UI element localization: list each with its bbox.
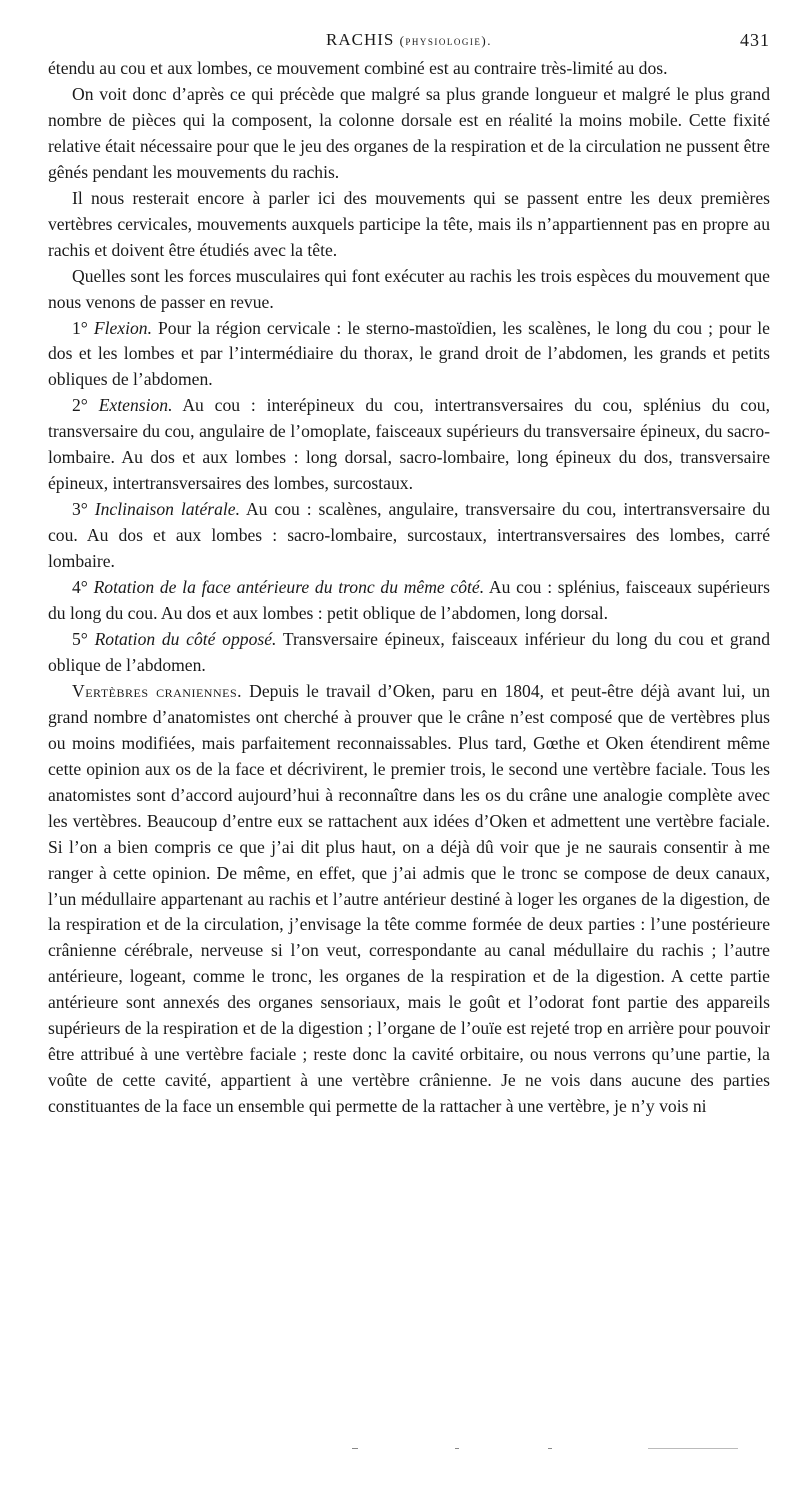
list-item [48,575,770,627]
item-text: Au cou : scalènes, angulaire, transversaire du cou, intertransversaire du cou. Au dos et aux lombes : sacro-lombaire, surcostaux, intertransversaires des lombes, carré lombaire. [48,499,770,572]
list-item [48,316,770,394]
item-number: 1° [72,317,88,338]
paragraph-text: Depuis le travail d’Oken, paru en 1804, et peut-être déjà avant lui, un grand nombre d’anatomistes ont cherché à prouver que le crâne n’est composé que de vertèbres plus ou moins modifiées, mais parfaitement reconnaissables. Plus tard, Gœthe et Oken étendirent même cette opinion aux os de la face et décrivirent, le premier trois, le second une vertèbre faciale. Tous les anatomistes sont d’accord aujourd’hui à reconnaître dans les os du crâne une analogie complète avec les vertèbres. Beaucoup d’entre eux se rattachent aux idées d’Oken et admettent une vertèbre faciale. Si l’on a bien compris ce que j’ai dit plus haut, on a déjà dû voir que je ne saurais consentir à me ranger à cette opinion. De même, en effet, que j’ai admis que le tronc se compose de deux canaux, l’un médullaire appartenant au rachis et l’autre antérieur destiné à loger les organes de la digestion, de la respiration et de la circulation, j’envisage la tête comme formée de deux parties : l’une postérieure crânienne cérébrale, nerveuse si l’on veut, correspondante au canal médullaire du rachis ; l’autre antérieure, logeant, comme le tronc, les organes de la respiration et de la digestion. A cette partie antérieure sont annexés des organes sensoriaux, mais le goût et l’odorat font partie des appareils supérieurs de la respiration et de la digestion ; l’organe de l’ouïe est rejeté trop en arrière pour pouvoir être attribué à une vertèbre faciale ; reste donc la cavité orbitaire, ou nous verrons qu’une partie, la voûte de cette cavité, appartient à une vertèbre crânienne. Je ne vois dans aucune des parties constituantes de la face un ensemble qui permette de la rattacher à une vertèbre, je n’y vois ni [48,680,770,1117]
mark [352,1448,358,1449]
paragraph [48,264,770,316]
paragraph [48,186,770,264]
paragraph-text: Il nous resterait encore à parler ici des mouvements qui se passent entre les deux premières vertèbres cervicales, mouvements auxquels participe la tête, mais ils n’appartiennent pas en propre au rachis et doivent être étudiés avec la tête. [48,187,770,260]
item-number: 2° [72,395,88,416]
list-item [48,627,770,679]
running-head [48,30,770,56]
item-number: 4° [72,577,88,598]
item-label: Extension. [98,395,173,416]
running-title [48,30,770,50]
bleed-through-marks [0,1448,800,1454]
mark [548,1448,552,1449]
item-text: Pour la région cervicale : le sterno-mastoïdien, les scalènes, le long du cou ; pour le dos et les lombes et par l’intermédiaire du thorax, le grand droit de l’abdomen, les grands et petits obliques de l’abdomen. [48,317,770,390]
item-label: Rotation de la face antérieure du tronc du même côté. [93,577,485,598]
paragraph [48,56,770,82]
section-paragraph [48,679,770,1120]
page [48,30,770,1120]
running-title-sub: (physiologie). [399,33,492,48]
body-text [48,56,770,1120]
section-lead: Vertèbres craniennes. [72,680,243,701]
item-label: Rotation du côté opposé. [94,628,277,649]
item-number: 3° [72,499,88,520]
list-item [48,497,770,575]
list-item [48,393,770,497]
paragraph-text: Quelles sont les forces musculaires qui font exécuter au rachis les trois espèces du mouvement que nous venons de passer en revue. [48,265,770,312]
item-text: Transversaire épineux, faisceaux inférieur du long du cou et grand oblique de l’abdomen. [48,628,770,675]
item-text: Au cou : splénius, faisceaux supérieurs du long du cou. Au dos et aux lombes : petit oblique de l’abdomen, long dorsal. [48,577,770,624]
item-text: Au cou : interépineux du cou, intertransversaires du cou, splénius du cou, transversaire du cou, angulaire de l’omoplate, faisceaux supérieurs du transversaire épineux, du sacro-lombaire. Au dos et aux lombes : long dorsal, sacro-lombaire, long épineux du dos, transversaire épineux, intertransversaires des lombes, surcostaux. [48,395,770,494]
paragraph [48,82,770,186]
paragraph-text: On voit donc d’après ce qui précède que malgré sa plus grande longueur et malgré le plus grand nombre de pièces qui la composent, la colonne dorsale est en réalité la moins mobile. Cette fixité relative était nécessaire pour que le jeu des organes de la respiration et de la circulation ne pussent être gênés pendant les mouvements du rachis. [48,83,770,182]
paragraph-text: étendu au cou et aux lombes, ce mouvement combiné est au contraire très-limité au dos. [48,58,668,78]
item-label: Inclinaison latérale. [94,499,240,520]
mark [455,1448,459,1449]
page-number: 431 [740,30,770,50]
running-title-main: RACHIS [325,30,395,49]
item-label: Flexion. [93,317,152,338]
mark [648,1448,738,1449]
item-number: 5° [72,628,88,649]
